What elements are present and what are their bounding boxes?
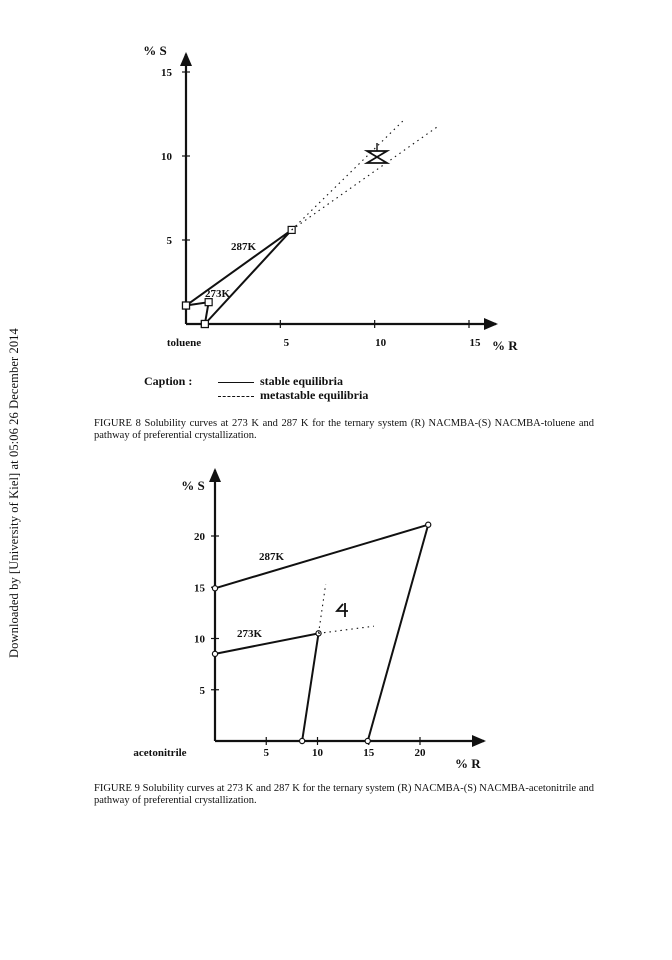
x-tick-label: 10	[312, 747, 323, 759]
y-axis-label: % S	[143, 43, 167, 58]
y-tick-label: 15	[161, 67, 172, 79]
pathway-hourglass-icon	[367, 151, 387, 163]
series-label: 273K	[205, 288, 231, 300]
x-axis-label: % R	[455, 756, 481, 771]
y-axis-arrow	[180, 52, 192, 66]
figure-9-caption: FIGURE 9 Solubility curves at 273 K and 287 K for the ternary system (R) NACMBA-(S) NACMBA-acetonitrile and pathway of preferential crystallization.	[94, 783, 594, 806]
y-tick-label: 5	[166, 235, 172, 247]
y-tick-label: 20	[194, 531, 205, 543]
data-point	[183, 302, 190, 309]
legend-solid-line	[218, 382, 254, 383]
data-point	[201, 321, 208, 328]
x-tick-label: 20	[414, 747, 426, 759]
origin-label: acetonitrile	[133, 747, 187, 759]
metastable-curve	[292, 119, 405, 230]
series-label: 273K	[237, 628, 263, 640]
legend-dotted-line	[218, 396, 254, 397]
metastable-curve	[292, 126, 439, 230]
origin-label: toluene	[166, 337, 202, 349]
series-label: 287K	[231, 241, 257, 253]
x-axis-label: % R	[492, 338, 518, 353]
legend-title: Caption :	[144, 374, 193, 388]
y-tick-label: 10	[194, 633, 205, 646]
x-axis-arrow	[484, 318, 498, 330]
y-axis-label: % S	[181, 478, 205, 493]
x-tick-label: 5	[263, 747, 269, 759]
series-label: 287K	[259, 551, 285, 563]
y-tick-label: 10	[161, 151, 172, 163]
x-tick-label: 15	[363, 747, 375, 759]
x-tick-label: 15	[469, 337, 481, 349]
legend-metastable: metastable equilibria	[218, 388, 368, 403]
download-watermark: Downloaded by [University of Kiel] at 05:06 26 December 2014	[7, 328, 21, 658]
x-tick-label: 5	[283, 337, 290, 349]
legend-stable: stable equilibria	[218, 374, 343, 389]
y-tick-label: 5	[199, 684, 205, 697]
figure-8-caption: FIGURE 8 Solubility curves at 273 K and 287 K for the ternary system (R) NACMBA-(S) NACMBA-toluene and pathway of preferential crystallization.	[94, 418, 594, 441]
y-tick-label: 15	[194, 582, 205, 595]
x-tick-label: 10	[375, 337, 387, 349]
